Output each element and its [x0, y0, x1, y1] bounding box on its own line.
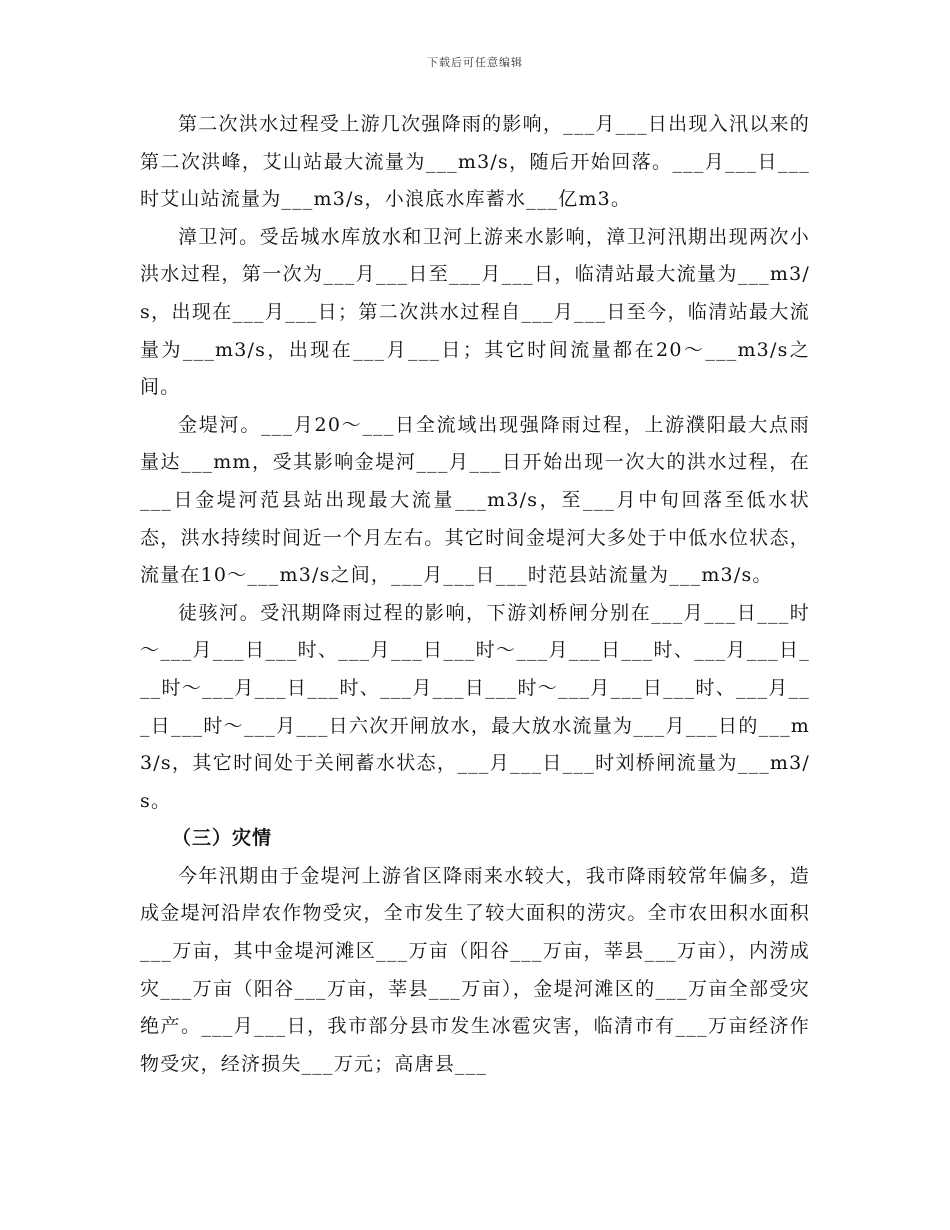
document-body: [140, 106, 810, 1083]
paragraph-jindi-river: 金堤河。___月20～___日全流域出现强降雨过程，上游濮阳最大点雨量达___mm，受其影响金堤河___月___日开始出现一次大的洪水过程，在___日金堤河范县站出现最大流量___m3/s，至___月中旬回落至低水状态，洪水持续时间近一个月左右。其它时间金堤河大多处于中低水位状态，流量在10～___m3/s之间，___月___日___时范县站流量为___m3/s。: [140, 413, 810, 587]
paragraph-flood-second-wave: 第二次洪水过程受上游几次强降雨的影响，___月___日出现入汛以来的第二次洪峰，艾山站最大流量为___m3/s，随后开始回落。___月___日___时艾山站流量为___m3/s，小浪底水库蓄水___亿m3。: [140, 113, 810, 211]
paragraph-disaster-situation: 今年汛期由于金堤河上游省区降雨来水较大，我市降雨较常年偏多，造成金堤河沿岸农作物受灾，全市发生了较大面积的涝灾。全市农田积水面积___万亩，其中金堤河滩区___万亩（阳谷___万亩，莘县___万亩），内涝成灾___万亩（阳谷___万亩，莘县___万亩），金堤河滩区的___万亩全部受灾绝产。___月___日，我市部分县市发生冰雹灾害，临清市有___万亩经济作物受灾，经济损失___万元；高唐县___: [140, 864, 810, 1075]
paragraph-zhangwei-river: 漳卫河。受岳城水库放水和卫河上游来水影响，漳卫河汛期出现两次小洪水过程，第一次为___月___日至___月___日，临清站最大流量为___m3/s，出现在___月___日；第二次洪水过程自___月___日至今，临清站最大流量为___m3/s，出现在___月___日；其它时间流量都在20～___m3/s之间。: [140, 225, 810, 399]
section-heading-disaster: （三）灾情: [172, 827, 273, 850]
paragraph-tuhai-river: 徒骇河。受汛期降雨过程的影响，下游刘桥闸分别在___月___日___时～___月___日___时、___月___日___时～___月___日___时、___月___日___时～___月___日___时、___月___日___时～___月___日___时、___月___日___时～___月___日六次开闸放水，最大放水流量为___月___日的___m3/s，其它时间处于关闸蓄水状态，___月___日___时刘桥闸流量为___m3/s。: [140, 601, 810, 812]
page-header: 下载后可任意编辑: [427, 56, 523, 69]
